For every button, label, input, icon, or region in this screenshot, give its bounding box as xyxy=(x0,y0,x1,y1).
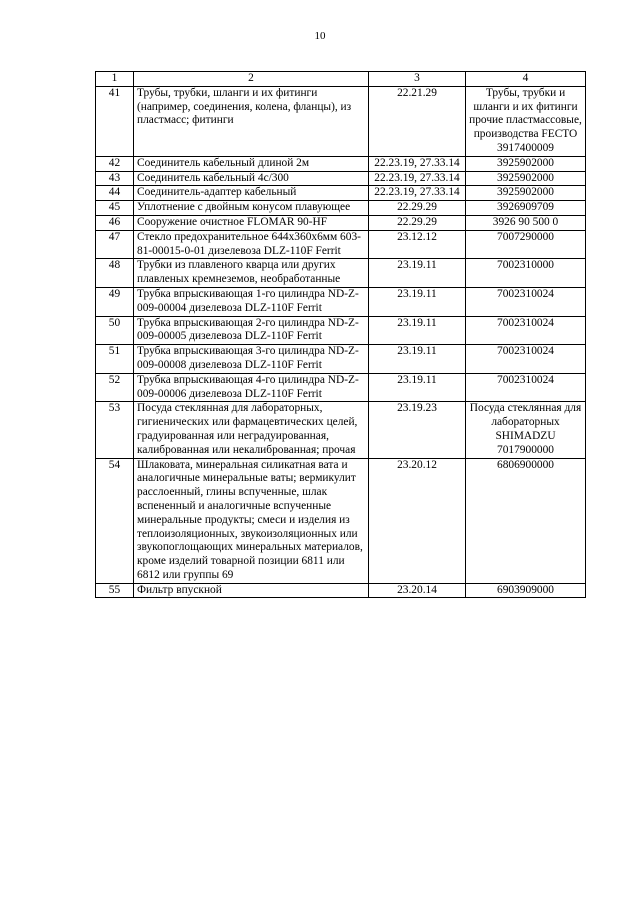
row-tnved: 3925902000 xyxy=(466,186,586,201)
table-row xyxy=(96,86,586,156)
row-code: 22.23.19, 27.33.14 xyxy=(369,171,466,186)
table-row xyxy=(96,316,586,345)
row-code: 23.19.23 xyxy=(369,402,466,458)
header-col-1: 1 xyxy=(96,72,134,87)
row-name: Фильтр впускной xyxy=(134,583,369,598)
row-tnved: 3926909709 xyxy=(466,201,586,216)
row-name: Трубка впрыскивающая 3-го цилиндра ND-Z-009-00008 дизелевоза DLZ-110F Ferrit xyxy=(134,345,369,374)
row-tnved: 6806900000 xyxy=(466,458,586,583)
table-header-row xyxy=(96,72,586,87)
row-tnved: Трубы, трубки и шланги и их фитинги прочие пластмассовые, производства FECTO 3917400009 xyxy=(466,86,586,156)
row-number: 46 xyxy=(96,215,134,230)
row-name: Трубы, трубки, шланги и их фитинги (например, соединения, колена, фланцы), из пластмасс; фитинги xyxy=(134,86,369,156)
row-number: 48 xyxy=(96,259,134,288)
table-row xyxy=(96,230,586,259)
table-row xyxy=(96,287,586,316)
table-row xyxy=(96,458,586,583)
row-number: 51 xyxy=(96,345,134,374)
table-row xyxy=(96,402,586,458)
row-code: 23.20.14 xyxy=(369,583,466,598)
row-tnved: 3925902000 xyxy=(466,171,586,186)
row-number: 49 xyxy=(96,287,134,316)
row-name: Трубка впрыскивающая 1-го цилиндра ND-Z-009-00004 дизелевоза DLZ-110F Ferrit xyxy=(134,287,369,316)
row-number: 47 xyxy=(96,230,134,259)
row-tnved: Посуда стеклянная для лабораторных SHIMADZU 7017900000 xyxy=(466,402,586,458)
row-name: Сооружение очистное FLOMAR 90-HF xyxy=(134,215,369,230)
row-code: 22.23.19, 27.33.14 xyxy=(369,186,466,201)
row-number: 50 xyxy=(96,316,134,345)
row-number: 45 xyxy=(96,201,134,216)
row-code: 23.19.11 xyxy=(369,345,466,374)
row-tnved: 7002310024 xyxy=(466,287,586,316)
row-number: 53 xyxy=(96,402,134,458)
row-code: 23.19.11 xyxy=(369,259,466,288)
row-tnved: 7002310024 xyxy=(466,373,586,402)
row-code: 22.21.29 xyxy=(369,86,466,156)
row-code: 23.20.12 xyxy=(369,458,466,583)
row-number: 52 xyxy=(96,373,134,402)
table-row xyxy=(96,201,586,216)
table-row xyxy=(96,186,586,201)
row-tnved: 7002310024 xyxy=(466,316,586,345)
row-tnved: 3926 90 500 0 xyxy=(466,215,586,230)
table-row xyxy=(96,215,586,230)
header-col-4: 4 xyxy=(466,72,586,87)
table-body xyxy=(96,86,586,598)
row-code: 22.29.29 xyxy=(369,215,466,230)
row-name: Соединитель кабельный 4с/300 xyxy=(134,171,369,186)
row-name: Посуда стеклянная для лабораторных, гигиенических или фармацевтических целей, градуированная или неградуированная, калиброванная или некалиброванная; прочая xyxy=(134,402,369,458)
header-col-2: 2 xyxy=(134,72,369,87)
row-number: 55 xyxy=(96,583,134,598)
row-code: 22.29.29 xyxy=(369,201,466,216)
header-col-3: 3 xyxy=(369,72,466,87)
row-name: Трубка впрыскивающая 4-го цилиндра ND-Z-009-00006 дизелевоза DLZ-110F Ferrit xyxy=(134,373,369,402)
table-row xyxy=(96,171,586,186)
table-row xyxy=(96,259,586,288)
goods-table xyxy=(95,71,586,598)
row-name: Соединитель-адаптер кабельный xyxy=(134,186,369,201)
row-code: 23.19.11 xyxy=(369,287,466,316)
table-row xyxy=(96,373,586,402)
row-number: 44 xyxy=(96,186,134,201)
row-tnved: 7002310024 xyxy=(466,345,586,374)
row-code: 23.19.11 xyxy=(369,316,466,345)
table-row xyxy=(96,583,586,598)
row-code: 23.12.12 xyxy=(369,230,466,259)
row-name: Трубки из плавленого кварца или других плавленых кремнеземов, необработанные xyxy=(134,259,369,288)
row-name: Соединитель кабельный длиной 2м xyxy=(134,156,369,171)
row-tnved: 3925902000 xyxy=(466,156,586,171)
row-number: 42 xyxy=(96,156,134,171)
row-name: Стекло предохранительное 644х360х6мм 603-81-00015-0-01 дизелевоза DLZ-110F Ferrit xyxy=(134,230,369,259)
row-code: 23.19.11 xyxy=(369,373,466,402)
row-name: Шлаковата, минеральная силикатная вата и аналогичные минеральные ваты; вермикулит расслоенный, глины вспученные, шлак вспененный и аналогичные вспученные минеральные продукты; смеси и изделия из теплоизоляционных, звукоизоляционных или звукопоглощающих минеральных материалов, кроме изделий товарной позиции 6811 или 6812 или группы 69 xyxy=(134,458,369,583)
table-row xyxy=(96,156,586,171)
row-code: 22.23.19, 27.33.14 xyxy=(369,156,466,171)
row-tnved: 6903909000 xyxy=(466,583,586,598)
row-number: 43 xyxy=(96,171,134,186)
row-number: 54 xyxy=(96,458,134,583)
row-number: 41 xyxy=(96,86,134,156)
row-name: Уплотнение с двойным конусом плавующее xyxy=(134,201,369,216)
page-number: 10 xyxy=(314,30,326,42)
row-tnved: 7007290000 xyxy=(466,230,586,259)
table-row xyxy=(96,345,586,374)
row-tnved: 7002310000 xyxy=(466,259,586,288)
row-name: Трубка впрыскивающая 2-го цилиндра ND-Z-009-00005 дизелевоза DLZ-110F Ferrit xyxy=(134,316,369,345)
